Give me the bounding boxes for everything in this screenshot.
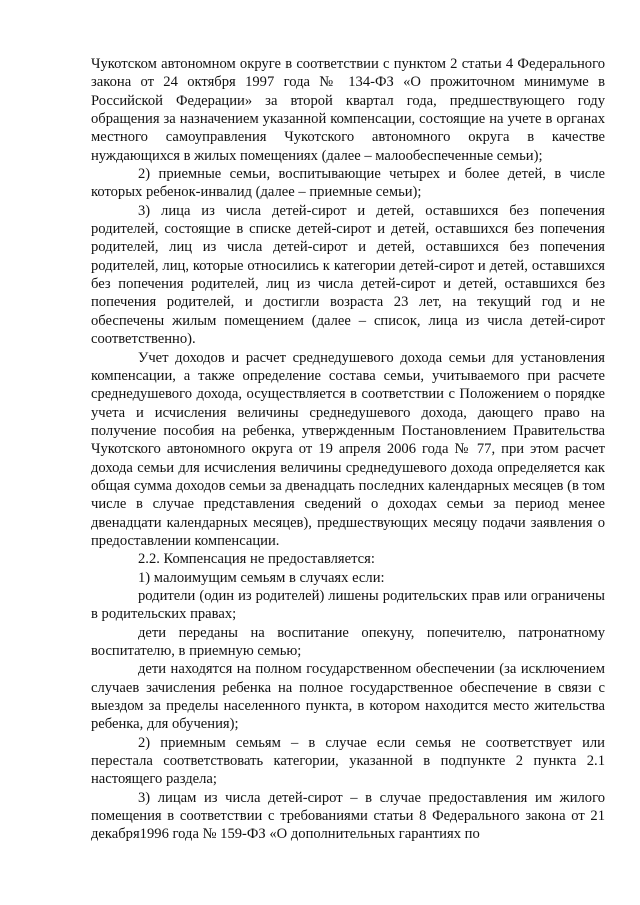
paragraph-orphans: 3) лица из числа детей-сирот и детей, оставшихся без попечения родителей, состоящие в списке детей-сирот и детей, оставшихся без попечения родителей, лиц из числа детей-сирот и детей, оставшихся без попечения родителей, лиц, которые относились к категории детей-сирот и детей, оставшихся без попечения родителей, лиц из числа детей-сирот и детей, оставшихся без попечения родителей, и достигли возраста 23 лет, на текущий год и не обеспечены жилым помещением (далее – список, лица из числа детей-сирот соответственно).	[91, 202, 605, 348]
paragraph-low-income-cases: 1) малоимущим семьям в случаях если:	[138, 569, 385, 586]
document-body	[91, 55, 605, 844]
paragraph-guardianship: дети переданы на воспитание опекуну, попечителю, патронатному воспитателю, в приемную семью;	[91, 624, 605, 659]
paragraph-income-accounting: Учет доходов и расчет среднедушевого дохода семьи для установления компенсации, а также определение состава семьи, учитываемого при расчете среднедушевого дохода, осуществляется в соответствии с Положением о порядке учета и исчисления величины среднедушевого дохода, дающего право на получение пособия на ребенка, утвержденным Постановлением Правительства Чукотского автономного округа от 19 апреля 2006 года № 77, при этом расчет дохода семьи для исчисления величины среднедушевого дохода определяется как общая сумма доходов семьи за двенадцать последних календарных месяцев (в том числе в случае представления сведений о доходах семьи за период менее двенадцати календарных месяцев), предшествующих месяцу подачи заявления о предоставлении компенсации.	[91, 349, 605, 549]
paragraph-continuation-low-income-families: Чукотском автономном округе в соответствии с пунктом 2 статьи 4 Федерального закона от 24 октября 1997 года № 134-ФЗ «О прожиточном минимуме в Российской Федерации» за второй квартал года, предшествующего году обращения за назначением указанной компенсации, состоящие на учете в органах местного самоуправления Чукотского автономного округа в качестве нуждающихся в жилых помещениях (далее – малообеспеченные семьи);	[91, 56, 605, 164]
paragraph-foster-family-exclusion: 2) приемным семьям – в случае если семья не соответствует или перестала соответствовать категории, указанной в подпункте 2 пункта 2.1 настоящего раздела;	[91, 734, 605, 788]
paragraph-foster-families: 2) приемные семьи, воспитывающие четырех и более детей, в числе которых ребенок-инвалид (далее – приемные семьи);	[91, 166, 605, 201]
paragraph-parental-rights: родители (один из родителей) лишены родительских прав или ограничены в родительских правах;	[91, 587, 605, 623]
paragraph-orphans-exclusion: 3) лицам из числа детей-сирот – в случае предоставления им жилого помещения в соответствии с требованиями статьи 8 Федерального закона от 21 декабря1996 года № 159-ФЗ «О дополнительных гарантиях по	[91, 789, 605, 843]
section-heading-2-2: 2.2. Компенсация не предоставляется:	[138, 551, 375, 568]
paragraph-state-support: дети находятся на полном государственном обеспечении (за исключением случаев зачисления ребенка на полное государственное обеспечение в связи с выездом за пределы населенного пункта, в котором находится место жительства ребенка, для обучения);	[91, 661, 605, 733]
